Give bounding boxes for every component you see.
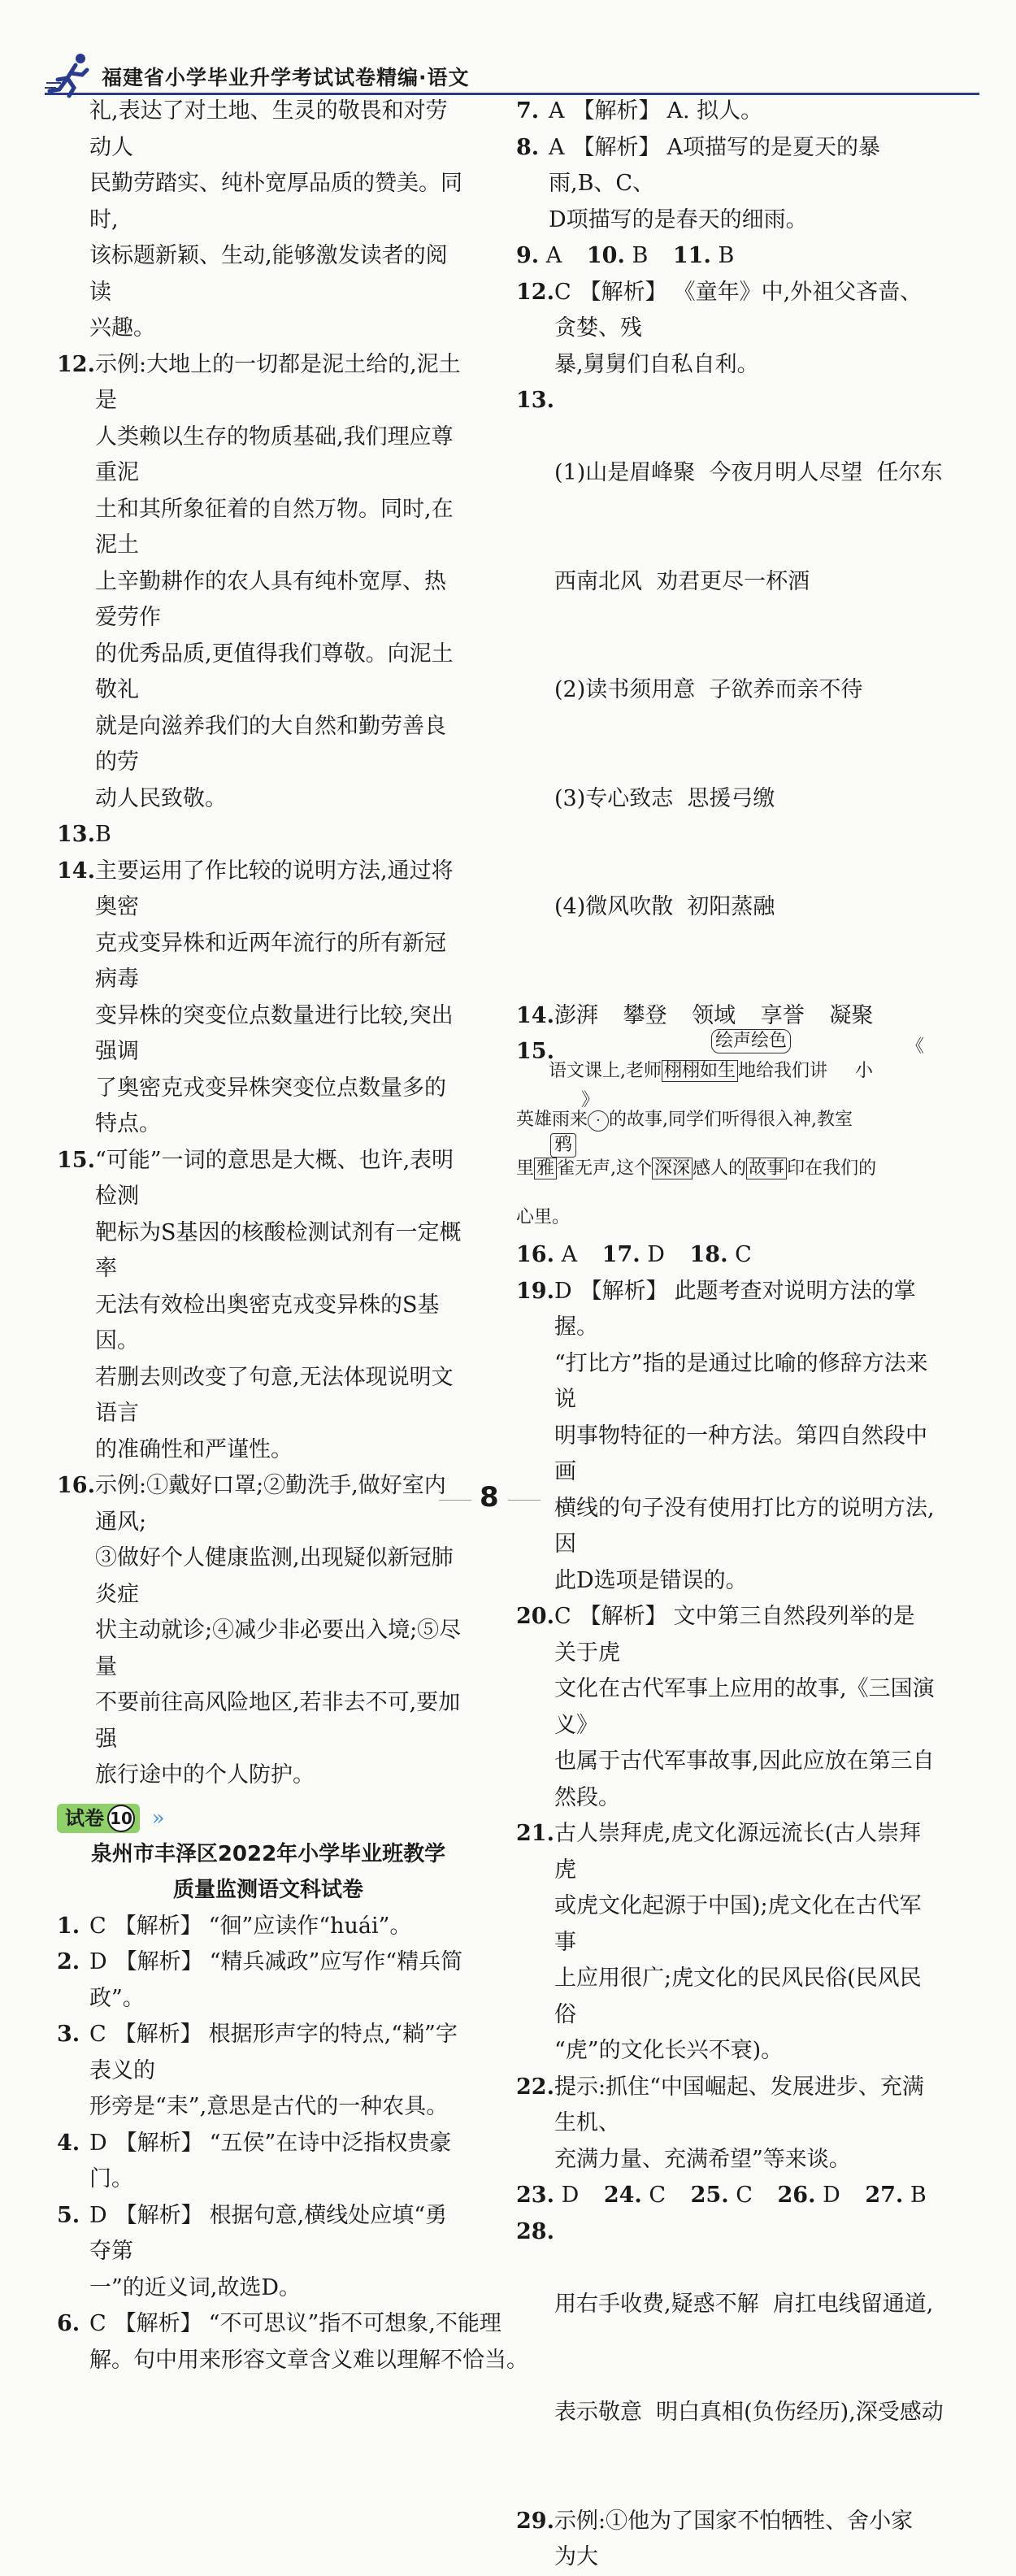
answer-14-right: 14. 澎湃 攀登 领域 享誉 凝聚	[516, 1002, 874, 1028]
insert-mark: 《	[906, 1036, 925, 1057]
footer-rule-right	[508, 1500, 541, 1501]
answer-12-right: 12. C 【解析】 《童年》中,外祖父吝啬、贪婪、残 暴,舅舅们自私自利。	[516, 279, 923, 377]
runner-icon	[45, 50, 102, 99]
answer-14: 14. 主要运用了作比较的说明方法,通过将奥密 克戎变异株和近两年流行的所有新冠病毒 变异株的突变位点数量进行比较,突出强调 了奥密克戎变异株突变位点数量多的特点。	[57, 858, 454, 1136]
answer-12: 12. 示例:大地上的一切都是泥土给的,泥土是 人类赖以生存的物质基础,我们理应尊重泥 土和其所象征着的自然万物。同时,在泥土 上辛勤耕作的农人具有纯朴宽厚、热爱劳作 的优秀品质,更值得我们尊敬。向泥土敬礼 就是向滋养我们的大自然和勤劳善良的劳 动人民致敬。	[57, 351, 461, 811]
answers-16-18: 16. A 17. D 18. C	[516, 1242, 752, 1267]
proofread-line-4: 心里。	[516, 1207, 571, 1227]
proofread-line-2: 英雄雨来 · 的故事,同学们听得很入神,教室	[516, 1110, 853, 1130]
insert-mark-close: 》	[581, 1090, 600, 1110]
answer-15: 15. “可能”一词的意思是大概、也许,表明检测 靶标为S基因的核酸检测试剂有一定概率 无法有效检出奥密克戎变异株的S基因。 若删去则改变了句意,无法体现说明文语言 的准确性和严谨性。	[57, 1147, 462, 1462]
answer-2: 2. D 【解析】 “精兵减政”应写作“精兵简政”。	[57, 1949, 463, 2011]
correction-mark: 绘声绘色	[711, 1029, 791, 1053]
answer-4: 4. D 【解析】 “五侯”在诗中泛指权贵豪门。	[57, 2130, 452, 2192]
answer-19: 19. D 【解析】 此题考查对说明方法的掌握。 “打比方”指的是通过比喻的修辞方法来说 明事物特征的一种方法。第四自然段中画 横线的句子没有使用打比方的说明方法,因 此D选项是错误的。	[516, 1278, 935, 1593]
right-column	[516, 93, 944, 2576]
answer-28: 28. 用右手收费,疑惑不解 肩扛电线留通道, 表示敬意 明白真相(负伤经历),深受感动	[516, 2218, 944, 2425]
exam-badge: 试卷 10	[57, 1804, 140, 1833]
answer-16: 16. 示例:①戴好口罩;②勤洗手,做好室内通风; ③做好个人健康监测,出现疑似新冠肺炎症 状主动就诊;④减少非必要出入境;⑤尽量 不要前往高风险地区,若非去不可,要加强 旅行途中的个人防护。	[57, 1473, 462, 1788]
page-header	[37, 50, 979, 99]
answer-13-right: 13. (1)山是眉峰聚 今夜月明人尽望 任尔东 西南北风 劝君更尽一杯酒 (2)读书须用意 子欲养而亲不待 (3)专心致志 思援弓缴 (4)微风吹散 初阳蒸融	[516, 388, 943, 919]
circle-mark: ·	[588, 1110, 609, 1132]
answers-9-11: 9. A 10. B 11. B	[516, 243, 735, 268]
answer-20: 20. C 【解析】 文中第三自然段列举的是关于虎 文化在古代军事上应用的故事,《三国演义》 也属于古代军事故事,因此应放在第三自 然段。	[516, 1604, 935, 1810]
exam-badge-row	[57, 1801, 463, 1836]
answer-22: 22. 提示:抓住“中国崛起、发展进步、充满生机、 充满力量、充满希望”等来谈。	[516, 2074, 924, 2172]
header-title: 福建省小学毕业升学考试试卷精编·语文	[102, 66, 470, 89]
answer-6: 6. C 【解析】 “不可思议”指不可想象,不能理 解。句中用来形容文章含义难以理解不恰当。	[57, 2311, 528, 2373]
answer-5: 5. D 【解析】 根据句意,横线处应填“勇夺第 一”的近义词,故选D。	[57, 2202, 448, 2300]
proofread-line-1: 语文课上,老师 栩栩如生 地给我们讲 小	[549, 1061, 874, 1081]
answer-3: 3. C 【解析】 根据形声字的特点,“耥”字表义的 形旁是“耒”,意思是古代的一种农具。	[57, 2022, 458, 2119]
correction-mark-2: 鸦	[550, 1133, 576, 1158]
exam-title: 泉州市丰泽区2022年小学毕业班教学 质量监测语文科试卷	[90, 1841, 446, 1902]
chevron-icon: »	[151, 1805, 165, 1831]
left-column	[57, 93, 528, 2378]
proofread-line-3: 里 雅 雀无声,这个 深深 感人的 故事 印在我们的	[516, 1158, 877, 1179]
answer-8: 8. A 【解析】 A项描写的是夏天的暴雨,B、C、 D项描写的是春天的细雨。	[516, 134, 880, 232]
page-number: 8	[480, 1481, 499, 1514]
answer-29: 29. 示例:①他为了国家不怕牺牲、舍小家为大	[516, 2508, 914, 2569]
footer-rule-left	[439, 1500, 471, 1501]
answer-15-right: 15. 绘声绘色 《 语文课上,老师 栩栩如生 地给我们讲 小 》 英雄雨来 · 的故事,同学们听得很入神,教室 鸦 里 雅 雀无声,这个 深深 感人的 故事 印在我们的 心里。	[516, 1034, 935, 1237]
exam-number: 10	[107, 1805, 135, 1832]
answer-1: 1. C 【解析】 “徊”应读作“huái”。	[57, 1913, 412, 1939]
answer-21: 21. 古人崇拜虎,虎文化源远流长(古人崇拜虎 或虎文化起源于中国);虎文化在古代军事 上应用很广;虎文化的民风民俗(民风民俗 “虎”的文化长兴不衰)。	[516, 1821, 922, 2063]
answer-13: 13. B	[57, 822, 111, 847]
answer-7: 7. A 【解析】 A. 拟人。	[516, 98, 763, 124]
continued-answer: 礼,表达了对土地、生灵的敬畏和对劳动人 民勤劳踏实、纯朴宽厚品质的赞美。同时, 该标题新颖、生动,能够激发读者的阅读 兴趣。	[89, 98, 462, 341]
answers-23-27: 23. D 24. C 25. C 26. D 27. B	[516, 2183, 927, 2208]
